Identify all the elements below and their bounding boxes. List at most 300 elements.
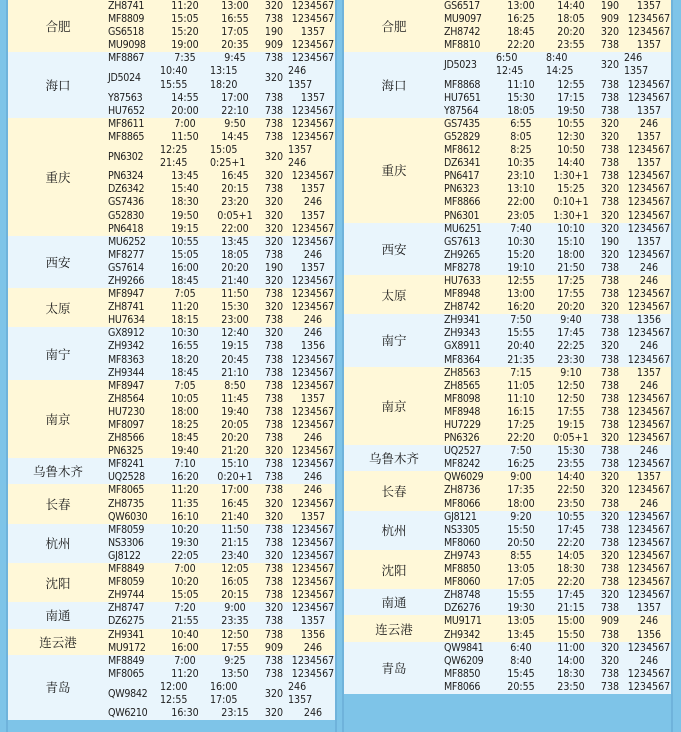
- flight-number: ZH9266: [108, 274, 145, 287]
- aircraft-type: 738: [600, 497, 620, 510]
- arrival-time: 10:55: [557, 117, 585, 130]
- city-group: [344, 314, 671, 366]
- operating-days: 246: [639, 340, 659, 353]
- arrival-time: 20:05: [221, 419, 249, 431]
- arrival-time: 1:30+1: [553, 209, 589, 222]
- city-group: [8, 327, 335, 379]
- arrival-time: 9:45: [224, 52, 246, 65]
- city-group: [344, 589, 671, 615]
- arrival-time: 23:50: [557, 497, 585, 510]
- departure-time: [160, 65, 210, 91]
- city-name: 杭州: [381, 523, 407, 539]
- operating-days-line: 246: [288, 65, 307, 78]
- aircraft-type: 320: [264, 497, 284, 510]
- departure-time: 15:55: [507, 327, 535, 340]
- departure-time: 20:55: [507, 680, 535, 693]
- arrival-time: 20:20: [221, 261, 249, 274]
- operating-days: 1357: [636, 366, 662, 379]
- operating-days: 1234567: [291, 379, 335, 392]
- flight-number: UQ2527: [444, 445, 481, 458]
- flight-rows: [444, 642, 673, 694]
- operating-days: 1234567: [627, 248, 671, 261]
- departure-time: 7:20: [174, 602, 196, 615]
- aircraft-type: 738: [264, 615, 284, 628]
- flight-row: [444, 327, 673, 340]
- arrival-time: 11:50: [221, 288, 249, 301]
- city-group: [344, 118, 671, 223]
- arrival-time: 16:45: [221, 170, 249, 183]
- flight-number: MF8948: [444, 288, 481, 301]
- flight-number: MF8850: [444, 667, 481, 680]
- flight-row: [444, 419, 673, 432]
- flight-row: [444, 340, 673, 353]
- operating-days: [288, 65, 337, 91]
- operating-days: 1234567: [627, 78, 671, 91]
- operating-days: 246: [303, 471, 323, 484]
- departure-time: 18:20: [171, 353, 199, 366]
- departure-time: 11:20: [171, 301, 199, 314]
- city-name: 海口: [381, 78, 407, 94]
- departure-time: 11:50: [171, 130, 199, 143]
- flight-row: [444, 39, 673, 52]
- operating-days: 246: [303, 196, 323, 209]
- aircraft-type: 738: [600, 445, 620, 458]
- city-group: [8, 236, 335, 288]
- departure-time: 16:30: [171, 707, 199, 720]
- departure-time: 18:00: [171, 405, 199, 418]
- arrival-time: [546, 52, 596, 78]
- arrival-time: 19:15: [557, 419, 585, 431]
- departure-time: 21:35: [507, 353, 535, 366]
- operating-days: 1234567: [627, 510, 671, 523]
- operating-days: 246: [639, 654, 659, 667]
- departure-time: 18:45: [171, 432, 199, 445]
- flight-number: DZ6342: [108, 183, 145, 196]
- flight-row: [108, 589, 337, 602]
- city-group: [344, 615, 671, 641]
- flight-rows: [108, 524, 337, 563]
- departure-time: 16:55: [171, 340, 199, 353]
- flight-rows: [108, 52, 337, 117]
- departure-time: 11:05: [507, 379, 535, 392]
- flight-rows: [108, 655, 337, 720]
- arrival-time-line: 8:40: [546, 52, 568, 65]
- city-group: [8, 0, 335, 52]
- flight-row: [108, 249, 337, 262]
- departure-time: 7:50: [510, 445, 532, 458]
- departure-time: 7:05: [174, 288, 196, 301]
- operating-days: 1357: [636, 104, 662, 117]
- aircraft-type: 738: [600, 576, 620, 589]
- departure-time: 11:10: [507, 392, 535, 405]
- departure-time: 15:05: [171, 13, 199, 26]
- aircraft-type: 738: [600, 353, 620, 366]
- arrival-time: 20:35: [221, 39, 249, 52]
- city-name: 沈阳: [45, 575, 71, 591]
- arrival-time: 1:30+1: [553, 170, 589, 183]
- flight-row: [108, 629, 337, 642]
- aircraft-type: 320: [600, 248, 620, 261]
- flight-row: [444, 144, 673, 157]
- city-name: 连云港: [375, 621, 413, 637]
- aircraft-type: 738: [600, 667, 620, 680]
- departure-time: 13:00: [507, 0, 535, 12]
- operating-days: 1357: [636, 471, 662, 484]
- arrival-time: 18:05: [557, 13, 585, 26]
- departure-time: 18:45: [171, 366, 199, 379]
- departure-time: 19:40: [171, 445, 199, 458]
- departure-time: 7:00: [174, 654, 196, 667]
- arrival-time: 23:35: [221, 615, 249, 628]
- aircraft-type: 320: [264, 151, 284, 164]
- flight-row: [444, 589, 673, 602]
- city-name: 连云港: [39, 634, 77, 650]
- city-name: 南宁: [381, 333, 407, 349]
- operating-days: 1234567: [627, 589, 671, 602]
- flight-number: NS3306: [108, 536, 144, 549]
- flight-row: [108, 406, 337, 419]
- arrival-time-line: 16:00: [210, 680, 238, 693]
- flight-number: GS6517: [444, 0, 480, 12]
- departure-time: 7:15: [510, 366, 532, 379]
- flight-row: [108, 537, 337, 550]
- flight-row: [108, 52, 337, 65]
- operating-days: 1357: [636, 235, 662, 248]
- departure-time: 19:10: [507, 261, 535, 274]
- arrival-time: 17:15: [557, 91, 585, 104]
- flight-row: [108, 380, 337, 393]
- departure-time: 7:00: [174, 563, 196, 576]
- departure-time-line: 12:45: [496, 65, 524, 78]
- arrival-time: 15:00: [557, 615, 585, 628]
- departure-time-line: 12:25: [160, 144, 188, 157]
- arrival-time: 19:40: [221, 405, 249, 418]
- flight-number: MF8867: [108, 52, 145, 65]
- departure-time: 11:20: [171, 484, 199, 497]
- operating-days-line: 1357: [288, 144, 313, 157]
- departure-time: 13:45: [507, 628, 535, 641]
- flight-number: ZH9342: [108, 340, 145, 353]
- flight-number: JD5023: [444, 59, 477, 72]
- flight-number: MF8066: [444, 680, 481, 693]
- arrival-time: 11:45: [221, 392, 249, 405]
- departure-time: 16:25: [507, 458, 535, 471]
- flight-number: ZH8748: [444, 589, 481, 602]
- city-name: 南通: [45, 608, 71, 624]
- departure-time: 10:55: [171, 235, 199, 248]
- aircraft-type: 738: [600, 91, 620, 104]
- flight-number: MF8277: [108, 248, 145, 261]
- flight-number: MF8611: [108, 117, 145, 130]
- operating-days: 1357: [636, 0, 662, 12]
- flight-row: [108, 170, 337, 183]
- flight-rows: [108, 288, 337, 327]
- operating-days: 246: [639, 274, 659, 287]
- arrival-time: 12:50: [557, 392, 585, 405]
- operating-days: 1234567: [291, 170, 335, 183]
- flight-row: [108, 288, 337, 301]
- aircraft-type: 738: [264, 130, 284, 143]
- flight-row: [444, 524, 673, 537]
- aircraft-type: 190: [600, 0, 620, 12]
- arrival-time: 21:40: [221, 274, 249, 287]
- city-group: [8, 484, 335, 523]
- arrival-time-line: 13:15: [210, 65, 238, 78]
- flight-row: [108, 0, 337, 13]
- aircraft-type: 738: [600, 274, 620, 287]
- departure-time: 9:00: [510, 471, 532, 484]
- aircraft-type: 320: [600, 130, 620, 143]
- arrival-time: 20:20: [221, 432, 249, 445]
- operating-days: 1234567: [627, 549, 671, 562]
- flight-rows: [444, 471, 673, 510]
- departure-time: 13:10: [507, 183, 535, 196]
- arrival-time: 12:05: [221, 563, 249, 576]
- departure-time: 19:30: [171, 536, 199, 549]
- operating-days: 1234567: [627, 432, 671, 445]
- flight-number: GX8912: [108, 327, 145, 340]
- departure-time: 15:45: [507, 667, 535, 680]
- flight-number: GS7614: [108, 261, 144, 274]
- aircraft-type: 320: [264, 602, 284, 615]
- arrival-time: 17:55: [557, 405, 585, 418]
- operating-days: 246: [639, 261, 659, 274]
- aircraft-type: 738: [600, 405, 620, 418]
- flight-number: MU9171: [444, 615, 482, 628]
- departure-time: 8:40: [510, 654, 532, 667]
- arrival-time: 17:00: [221, 484, 249, 497]
- aircraft-type: 738: [600, 261, 620, 274]
- aircraft-type: 738: [600, 419, 620, 431]
- flight-row: [108, 642, 337, 655]
- departure-time: 8:05: [510, 130, 532, 143]
- city-group: [8, 52, 335, 117]
- flight-number: ZH8564: [108, 392, 145, 405]
- arrival-time: 21:10: [221, 366, 249, 379]
- flight-number: MF8849: [108, 563, 145, 576]
- flight-row: [444, 576, 673, 589]
- city-name: 西安: [381, 241, 407, 257]
- flight-number: DZ6341: [444, 157, 481, 170]
- flight-row: [444, 681, 673, 694]
- aircraft-type: 738: [264, 353, 284, 366]
- aircraft-type: 320: [264, 445, 284, 458]
- aircraft-type: 738: [264, 523, 284, 536]
- city-group: [344, 223, 671, 275]
- arrival-time: 10:50: [557, 144, 585, 157]
- city-group: [344, 445, 671, 471]
- departure-time: 12:55: [507, 274, 535, 287]
- aircraft-type: 320: [600, 471, 620, 484]
- arrival-time: 21:50: [557, 261, 585, 274]
- aircraft-type: 320: [264, 274, 284, 287]
- operating-days-line: 1357: [288, 693, 313, 706]
- aircraft-type: 738: [600, 628, 620, 641]
- flight-row: [108, 563, 337, 576]
- arrival-time: 14:40: [557, 471, 585, 484]
- departure-time: 11:35: [171, 497, 199, 510]
- arrival-time: [210, 65, 260, 91]
- departure-time: 15:30: [507, 91, 535, 104]
- city-name: 乌鲁木齐: [32, 464, 83, 480]
- operating-days: 1234567: [627, 209, 671, 222]
- flight-row: [444, 537, 673, 550]
- flight-row: [444, 92, 673, 105]
- city-group: [8, 524, 335, 563]
- departure-time: [496, 52, 546, 78]
- flight-rows: [444, 615, 673, 641]
- flight-number: PN6326: [444, 432, 480, 445]
- flight-row: [108, 301, 337, 314]
- operating-days: 1234567: [627, 327, 671, 340]
- arrival-time: 12:50: [221, 628, 249, 641]
- aircraft-type: 320: [264, 72, 284, 85]
- aircraft-type: 738: [264, 248, 284, 261]
- flight-row: [108, 458, 337, 471]
- flight-row: [108, 13, 337, 26]
- aircraft-type: 738: [600, 680, 620, 693]
- flight-row: [444, 13, 673, 26]
- arrival-time: 21:15: [221, 536, 249, 549]
- operating-days: 1234567: [291, 458, 335, 471]
- flight-row: [444, 170, 673, 183]
- flight-number: MF8098: [444, 392, 481, 405]
- aircraft-type: 320: [600, 301, 620, 314]
- arrival-time: 0:10+1: [553, 196, 589, 209]
- arrival-time: 23:00: [221, 314, 249, 327]
- departure-time-line: 21:45: [160, 157, 188, 170]
- departure-time: 22:00: [507, 196, 535, 209]
- aircraft-type: 738: [264, 91, 284, 104]
- flight-number: ZH8563: [444, 366, 481, 379]
- flight-number: PN6323: [444, 183, 480, 196]
- departure-time: 23:05: [507, 209, 535, 222]
- flight-rows: [108, 118, 337, 236]
- aircraft-type: 320: [600, 641, 620, 654]
- flight-rows: [444, 314, 673, 366]
- operating-days: 1234567: [627, 222, 671, 235]
- operating-days: 1234567: [627, 392, 671, 405]
- departure-time: 10:20: [171, 576, 199, 589]
- operating-days: 1356: [300, 628, 326, 641]
- city-name: 太原: [45, 300, 71, 316]
- arrival-time: 12:40: [221, 327, 249, 340]
- flight-number: ZH9343: [444, 327, 481, 340]
- flight-number: MU6251: [444, 222, 482, 235]
- flight-number: GJ8122: [108, 549, 141, 562]
- arrival-time: 19:15: [221, 340, 249, 353]
- departure-time: 15:05: [171, 589, 199, 602]
- arrival-time: 17:25: [557, 274, 585, 287]
- city-group: [344, 471, 671, 510]
- arrival-time: 22:25: [557, 340, 585, 353]
- operating-days: 1234567: [291, 274, 335, 287]
- operating-days: 1234567: [291, 0, 335, 12]
- flight-number: GX8911: [444, 340, 481, 353]
- flight-number: GS7436: [108, 196, 144, 209]
- aircraft-type: 738: [264, 536, 284, 549]
- arrival-time: 23:20: [221, 196, 249, 209]
- arrival-time: 22:20: [557, 576, 585, 589]
- flight-number: MU9097: [444, 13, 482, 26]
- flight-row: [444, 223, 673, 236]
- departure-time: 13:05: [507, 563, 535, 576]
- city-group: [8, 629, 335, 655]
- aircraft-type: 320: [600, 117, 620, 130]
- flight-number: ZH8747: [108, 602, 145, 615]
- operating-days: 1234567: [291, 536, 335, 549]
- flight-number: ZH8742: [444, 301, 481, 314]
- flight-rows: [444, 275, 673, 314]
- arrival-time: [210, 681, 260, 707]
- arrival-time: 14:40: [557, 157, 585, 170]
- arrival-time: 9:50: [224, 117, 246, 130]
- aircraft-type: 190: [264, 26, 284, 39]
- city-name: 西安: [45, 254, 71, 270]
- flight-number: ZH8566: [108, 432, 145, 445]
- flight-number: HU7230: [108, 405, 145, 418]
- city-name: 南宁: [45, 346, 71, 362]
- flight-number: MF8612: [444, 144, 481, 157]
- arrival-time: 16:55: [221, 13, 249, 26]
- departure-time: 7:40: [510, 222, 532, 235]
- flight-rows: [108, 236, 337, 288]
- arrival-time: [210, 144, 260, 170]
- departure-time: 15:50: [507, 523, 535, 536]
- flight-row: [108, 144, 337, 170]
- operating-days: 1234567: [627, 183, 671, 196]
- flight-row: [444, 26, 673, 39]
- departure-time: 16:10: [171, 510, 199, 523]
- city-group: [8, 288, 335, 327]
- departure-time: 19:15: [171, 222, 199, 235]
- operating-days: 1356: [300, 340, 326, 353]
- aircraft-type: 320: [600, 654, 620, 667]
- aircraft-type: 738: [264, 432, 284, 445]
- operating-days: 246: [639, 117, 659, 130]
- aircraft-type: 738: [600, 104, 620, 117]
- flight-row: [108, 262, 337, 275]
- aircraft-type: 738: [264, 117, 284, 130]
- aircraft-type: 320: [264, 235, 284, 248]
- departure-time: 13:45: [171, 170, 199, 183]
- arrival-time: 23:50: [557, 680, 585, 693]
- flight-row: [108, 615, 337, 628]
- flight-number: ZH9743: [444, 549, 481, 562]
- departure-time: 22:05: [171, 549, 199, 562]
- aircraft-type: 909: [600, 13, 620, 26]
- aircraft-type: 909: [600, 615, 620, 628]
- departure-time: 18:45: [171, 274, 199, 287]
- operating-days: 1234567: [627, 680, 671, 693]
- operating-days: 1234567: [627, 405, 671, 418]
- departure-time: 11:10: [507, 78, 535, 91]
- operating-days: 1234567: [627, 667, 671, 680]
- operating-days: 1357: [300, 510, 326, 523]
- departure-time: 22:20: [507, 39, 535, 52]
- flight-row: [444, 210, 673, 223]
- flight-number: MU9098: [108, 39, 146, 52]
- operating-days: 246: [639, 615, 659, 628]
- departure-time: 15:40: [171, 183, 199, 196]
- city-name: 沈阳: [381, 562, 407, 578]
- aircraft-type: 320: [264, 170, 284, 183]
- arrival-time: 23:55: [557, 39, 585, 52]
- departure-time: 9:20: [510, 510, 532, 523]
- flight-number: MU6252: [108, 235, 146, 248]
- flight-row: [108, 681, 337, 707]
- flight-row: [444, 642, 673, 655]
